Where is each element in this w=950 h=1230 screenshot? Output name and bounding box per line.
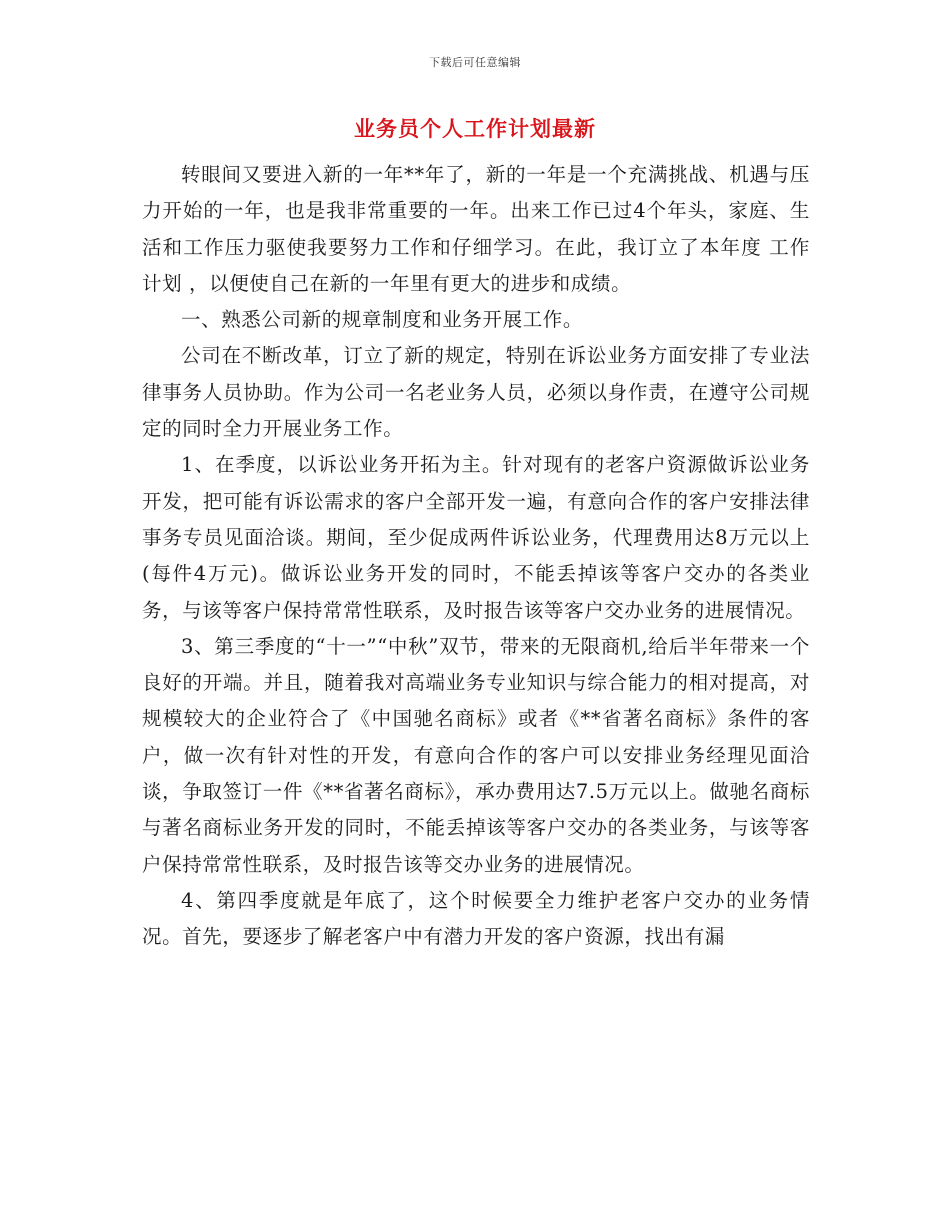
header-note: 下载后可任意编辑	[429, 56, 521, 69]
paragraph-intro: 转眼间又要进入新的一年**年了，新的一年是一个充满挑战、机遇与压力开始的一年，也是我非常重要的一年。出来工作已过4个年头，家庭、生活和工作压力驱使我要努力工作和仔细学习。在此，我订立了本年度 工作计划 ，以便使自己在新的一年里有更大的进步和成绩。	[142, 163, 810, 295]
document-body	[142, 157, 810, 956]
paragraph-item-1: 1、在季度，以诉讼业务开拓为主。针对现有的老客户资源做诉讼业务开发，把可能有诉讼需求的客户全部开发一遍，有意向合作的客户安排法律事务专员见面洽谈。期间，至少促成两件诉讼业务，代理费用达8万元以上(每件4万元)。做诉讼业务开发的同时，不能丢掉该等客户交办的各类业务，与该等客户保持常常性联系，及时报告该等客户交办业务的进展情况。	[142, 453, 810, 622]
paragraph-item-3: 3、第三季度的“十一”“中秋”双节，带来的无限商机,给后半年带来一个良好的开端。并且，随着我对高端业务专业知识与综合能力的相对提高，对规模较大的企业符合了《中国驰名商标》或者《**省著名商标》条件的客户，做一次有针对性的开发，有意向合作的客户可以安排业务经理见面洽谈，争取签订一件《**省著名商标》，承办费用达7.5万元以上。做驰名商标与著名商标业务开发的同时，不能丢掉该等客户交办的各类业务，与该等客户保持常常性联系，及时报告该等交办业务的进展情况。	[142, 634, 810, 876]
document-title: 业务员个人工作计划最新	[354, 116, 596, 141]
paragraph-section-heading: 一、熟悉公司新的规章制度和业务开展工作。	[181, 308, 584, 332]
paragraph-company-reform: 公司在不断改革，订立了新的规定，特别在诉讼业务方面安排了专业法律事务人员协助。作为公司一名老业务人员，必须以身作责，在遵守公司规定的同时全力开展业务工作。	[142, 344, 810, 441]
paragraph-item-4: 4、第四季度就是年底了，这个时候要全力维护老客户交办的业务情况。首先，要逐步了解老客户中有潜力开发的客户资源，找出有漏	[142, 888, 810, 949]
